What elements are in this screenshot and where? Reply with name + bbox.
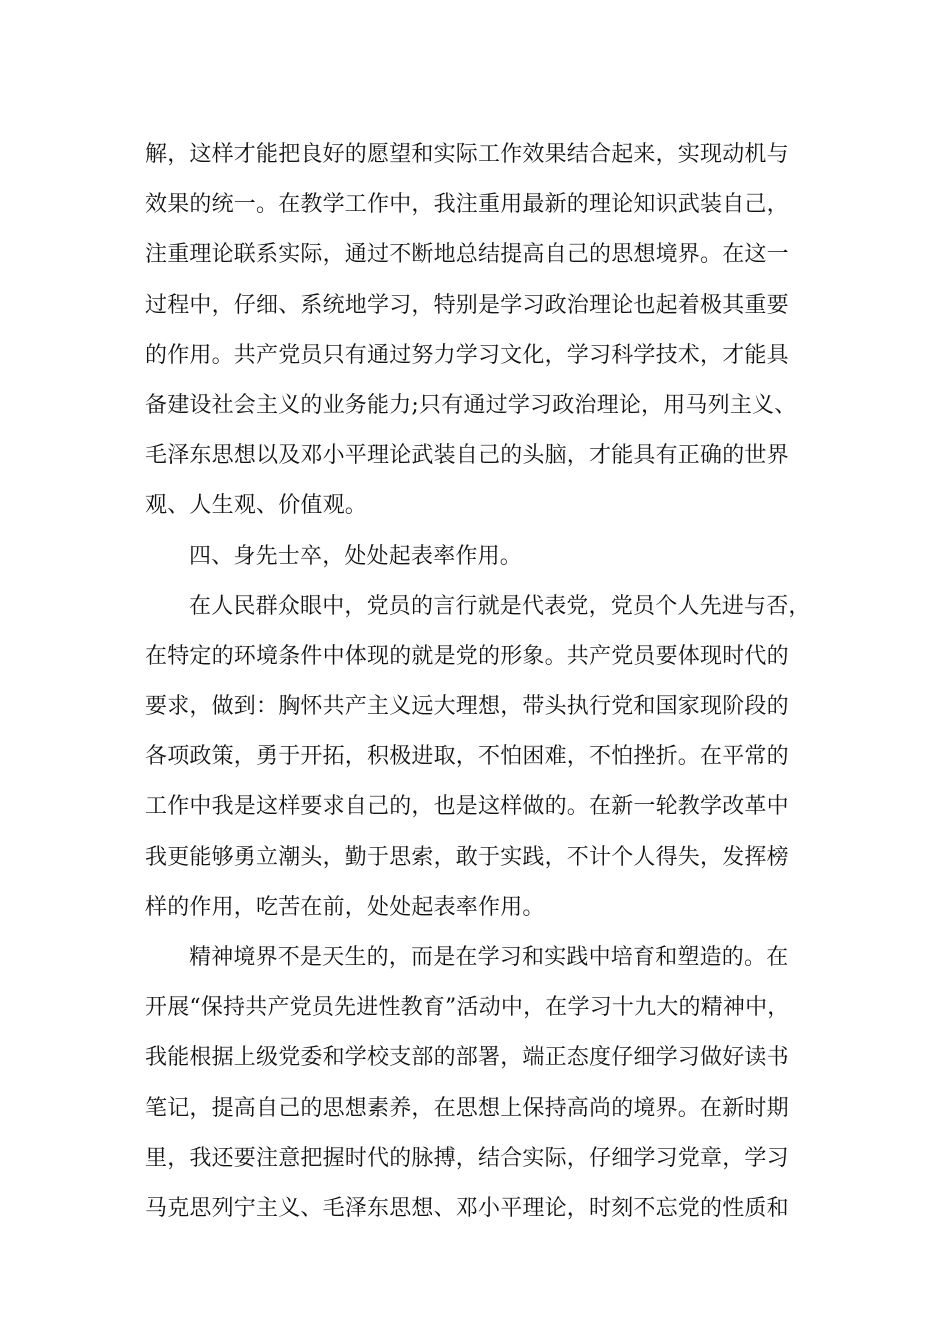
document-body — [145, 130, 825, 1234]
section-heading: 四、身先士卒，处处起表率作用。 — [189, 543, 523, 569]
text-line: 要求，做到：胸怀共产主义远大理想，带头执行党和国家现阶段的 — [145, 694, 789, 720]
text-line: 效果的统一。在教学工作中，我注重用最新的理论知识武装自己， — [145, 192, 789, 218]
text-line: 里，我还要注意把握时代的脉搏，结合实际，仔细学习党章，学习 — [145, 1145, 789, 1171]
text-line: 的作用。共产党员只有通过努力学习文化，学习科学技术，才能具 — [145, 342, 789, 368]
text-line: 在人民群众眼中，党员的言行就是代表党，党员个人先进与否， — [189, 593, 811, 619]
text-line: 毛泽东思想以及邓小平理论武装自己的头脑，才能具有正确的世界 — [145, 443, 789, 469]
text-line: 我更能够勇立潮头，勤于思索，敢于实践，不计个人得失，发挥榜 — [145, 844, 789, 870]
text-line: 注重理论联系实际，通过不断地总结提高自己的思想境界。在这一 — [145, 242, 789, 268]
text-line: 工作中我是这样要求自己的，也是这样做的。在新一轮教学改革中 — [145, 794, 789, 820]
text-line: 在特定的环境条件中体现的就是党的形象。共产党员要体现时代的 — [145, 643, 789, 669]
text-line: 过程中，仔细、系统地学习，特别是学习政治理论也起着极其重要 — [145, 292, 789, 318]
text-line: 解，这样才能把良好的愿望和实际工作效果结合起来，实现动机与 — [145, 142, 789, 167]
text-line: 观、人生观、价值观。 — [145, 493, 368, 519]
text-line: 样的作用，吃苦在前，处处起表率作用。 — [145, 894, 545, 920]
text-line: 各项政策，勇于开拓，积极进取，不怕困难，不怕挫折。在平常的 — [145, 744, 789, 770]
text-line: 笔记，提高自己的思想素养，在思想上保持高尚的境界。在新时期 — [145, 1095, 789, 1121]
text-line: 精神境界不是天生的，而是在学习和实践中培育和塑造的。在 — [189, 945, 789, 970]
text-line: 我能根据上级党委和学校支部的部署，端正态度仔细学习做好读书 — [145, 1045, 789, 1071]
text-line: 备建设社会主义的业务能力;只有通过学习政治理论，用马列主义、 — [145, 392, 797, 418]
text-line: 马克思列宁主义、毛泽东思想、邓小平理论，时刻不忘党的性质和 — [145, 1195, 789, 1221]
text-line: 开展“保持共产党员先进性教育”活动中，在学习十九大的精神中， — [145, 995, 790, 1021]
